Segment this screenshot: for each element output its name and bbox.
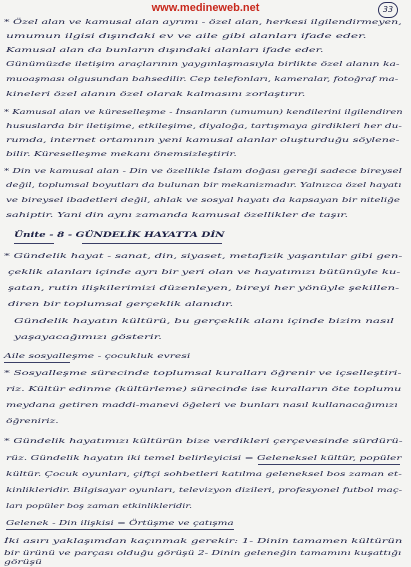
page-number: 33	[378, 2, 398, 18]
text-line: sahiptir. Yani din aynı zamanda kamusal özellikler de taşır.	[6, 211, 349, 219]
text-line: * Din ve kamusal alan - Din ve özellikle İslam doğası gereği sadece bireysel	[4, 167, 402, 175]
text-line: diren bir toplumsal gerçeklik alanıdır.	[8, 300, 234, 308]
text-line: muoaşması olgusundan bahsedilir. Cep telefonları, kameralar, fotoğraf ma-	[6, 75, 399, 83]
heading-underline	[82, 243, 222, 244]
text-line: Kamusal alan da bunların dışındaki alanları ifade eder.	[6, 46, 324, 54]
highlight-underline	[258, 464, 400, 465]
text-line: değil, toplumsal boyutları da bulunan bir mekanizmadır. Yalnızca özel hayatı	[6, 181, 402, 189]
section-heading: Ünite - 8 - GÜNDELİK HAYATTA DİN	[14, 230, 225, 239]
text-line: rumda, internet ortamının yeni kamusal alanlar oluşturduğu söylene-	[6, 136, 400, 144]
subheading-underline	[6, 529, 234, 530]
text-line: yaşayacağımızı gösterir.	[14, 333, 163, 341]
text-line: umumun ilgisi dışındaki ev ve aile gibi alanları ifade eder.	[6, 32, 367, 40]
text-line: ları popüler boş zaman etkinlikleridir.	[6, 502, 193, 510]
text-line: öğreniriz.	[6, 417, 59, 425]
text-line: şatan, rutin ilişkilerimizi düzenleyen, bireyi her yönüyle şekillen-	[8, 284, 400, 292]
subheading-line: Aile sosyalleşme - çocukluk evresi	[4, 352, 191, 360]
text-line: * Sosyalleşme sürecinde toplumsal kuralları öğrenir ve içselleştiri-	[4, 369, 402, 377]
text-line: riz. Kültür edinme (kültürleme) sürecinde ise kuralların öte toplumu	[6, 385, 402, 393]
text-line: rüz. Gündelik hayatın iki temel belirleyicisi = Geleneksel kültür, popüler	[6, 454, 402, 462]
text-line: meydana getiren maddi-manevi öğeleri ve bunları nasıl kullanacağımızı	[6, 401, 398, 409]
text-line: kültür. Çocuk oyunları, çiftçi sohbetleri katılma geleneksel bos zaman et-	[6, 470, 402, 478]
text-line: İki asırı yaklaşımdan kaçınmak gerekir: 1- Dinin tamamen kültürün	[4, 537, 403, 545]
text-line: kinlikleridir. Bilgisayar oyunları, televizyon dizileri, profesyonel futbol maç-	[6, 486, 403, 494]
text-line: * Gündelik hayatımızı kültürün bize verdikleri çerçevesinde sürdürü-	[4, 437, 403, 445]
text-line: Gündelik hayatın kültürü, bu gerçeklik alanı içinde bizim nasıl	[14, 317, 394, 325]
text-line: * Kamusal alan ve küreselleşme - İnsanların (umumun) kendilerini ilgilendiren	[4, 108, 403, 116]
site-url-watermark: www.medineweb.net	[151, 2, 260, 14]
text-line: çeklik alanları içinde ayrı bir yeri olan ve hayatımızı bütünüyle ku-	[8, 268, 401, 276]
text-line: ve bireysel ibadetleri değil, ahlak ve sosyal hayatı da kapsayan bir niteliğe	[6, 196, 401, 204]
text-line: bir ürünü ve parçası olduğu görüşü 2- Dinin geleneğin tamamını kuşattığı	[4, 549, 402, 557]
text-line: hususlarda bir iletişime, etkileşime, diyaloğa, tartışmaya girdikleri her du-	[6, 122, 402, 130]
subheading-line: Gelenek - Din ilişkisi = Örtüşme ve çatışma	[6, 519, 234, 527]
text-line: * Gündelik hayat - sanat, din, siyaset, metafizik yaşantılar gibi gen-	[4, 252, 403, 260]
text-line: Günümüzde iletişim araçlarının yaygınlaşmasıyla birlikte özel alanın ka-	[6, 60, 400, 68]
text-line: görüşü	[4, 558, 42, 566]
text-line: bilir. Küreselleşme mekanı önemsizleştirir.	[6, 150, 237, 158]
heading-underline	[14, 243, 54, 244]
subheading-underline	[4, 362, 70, 363]
text-line: * Özel alan ve kamusal alan ayrımı - özel alan, herkesi ilgilendirmeyen,	[4, 18, 402, 26]
text-line: kineleri özel alanın özel olarak kalmasını zorlaştırır.	[6, 90, 306, 98]
